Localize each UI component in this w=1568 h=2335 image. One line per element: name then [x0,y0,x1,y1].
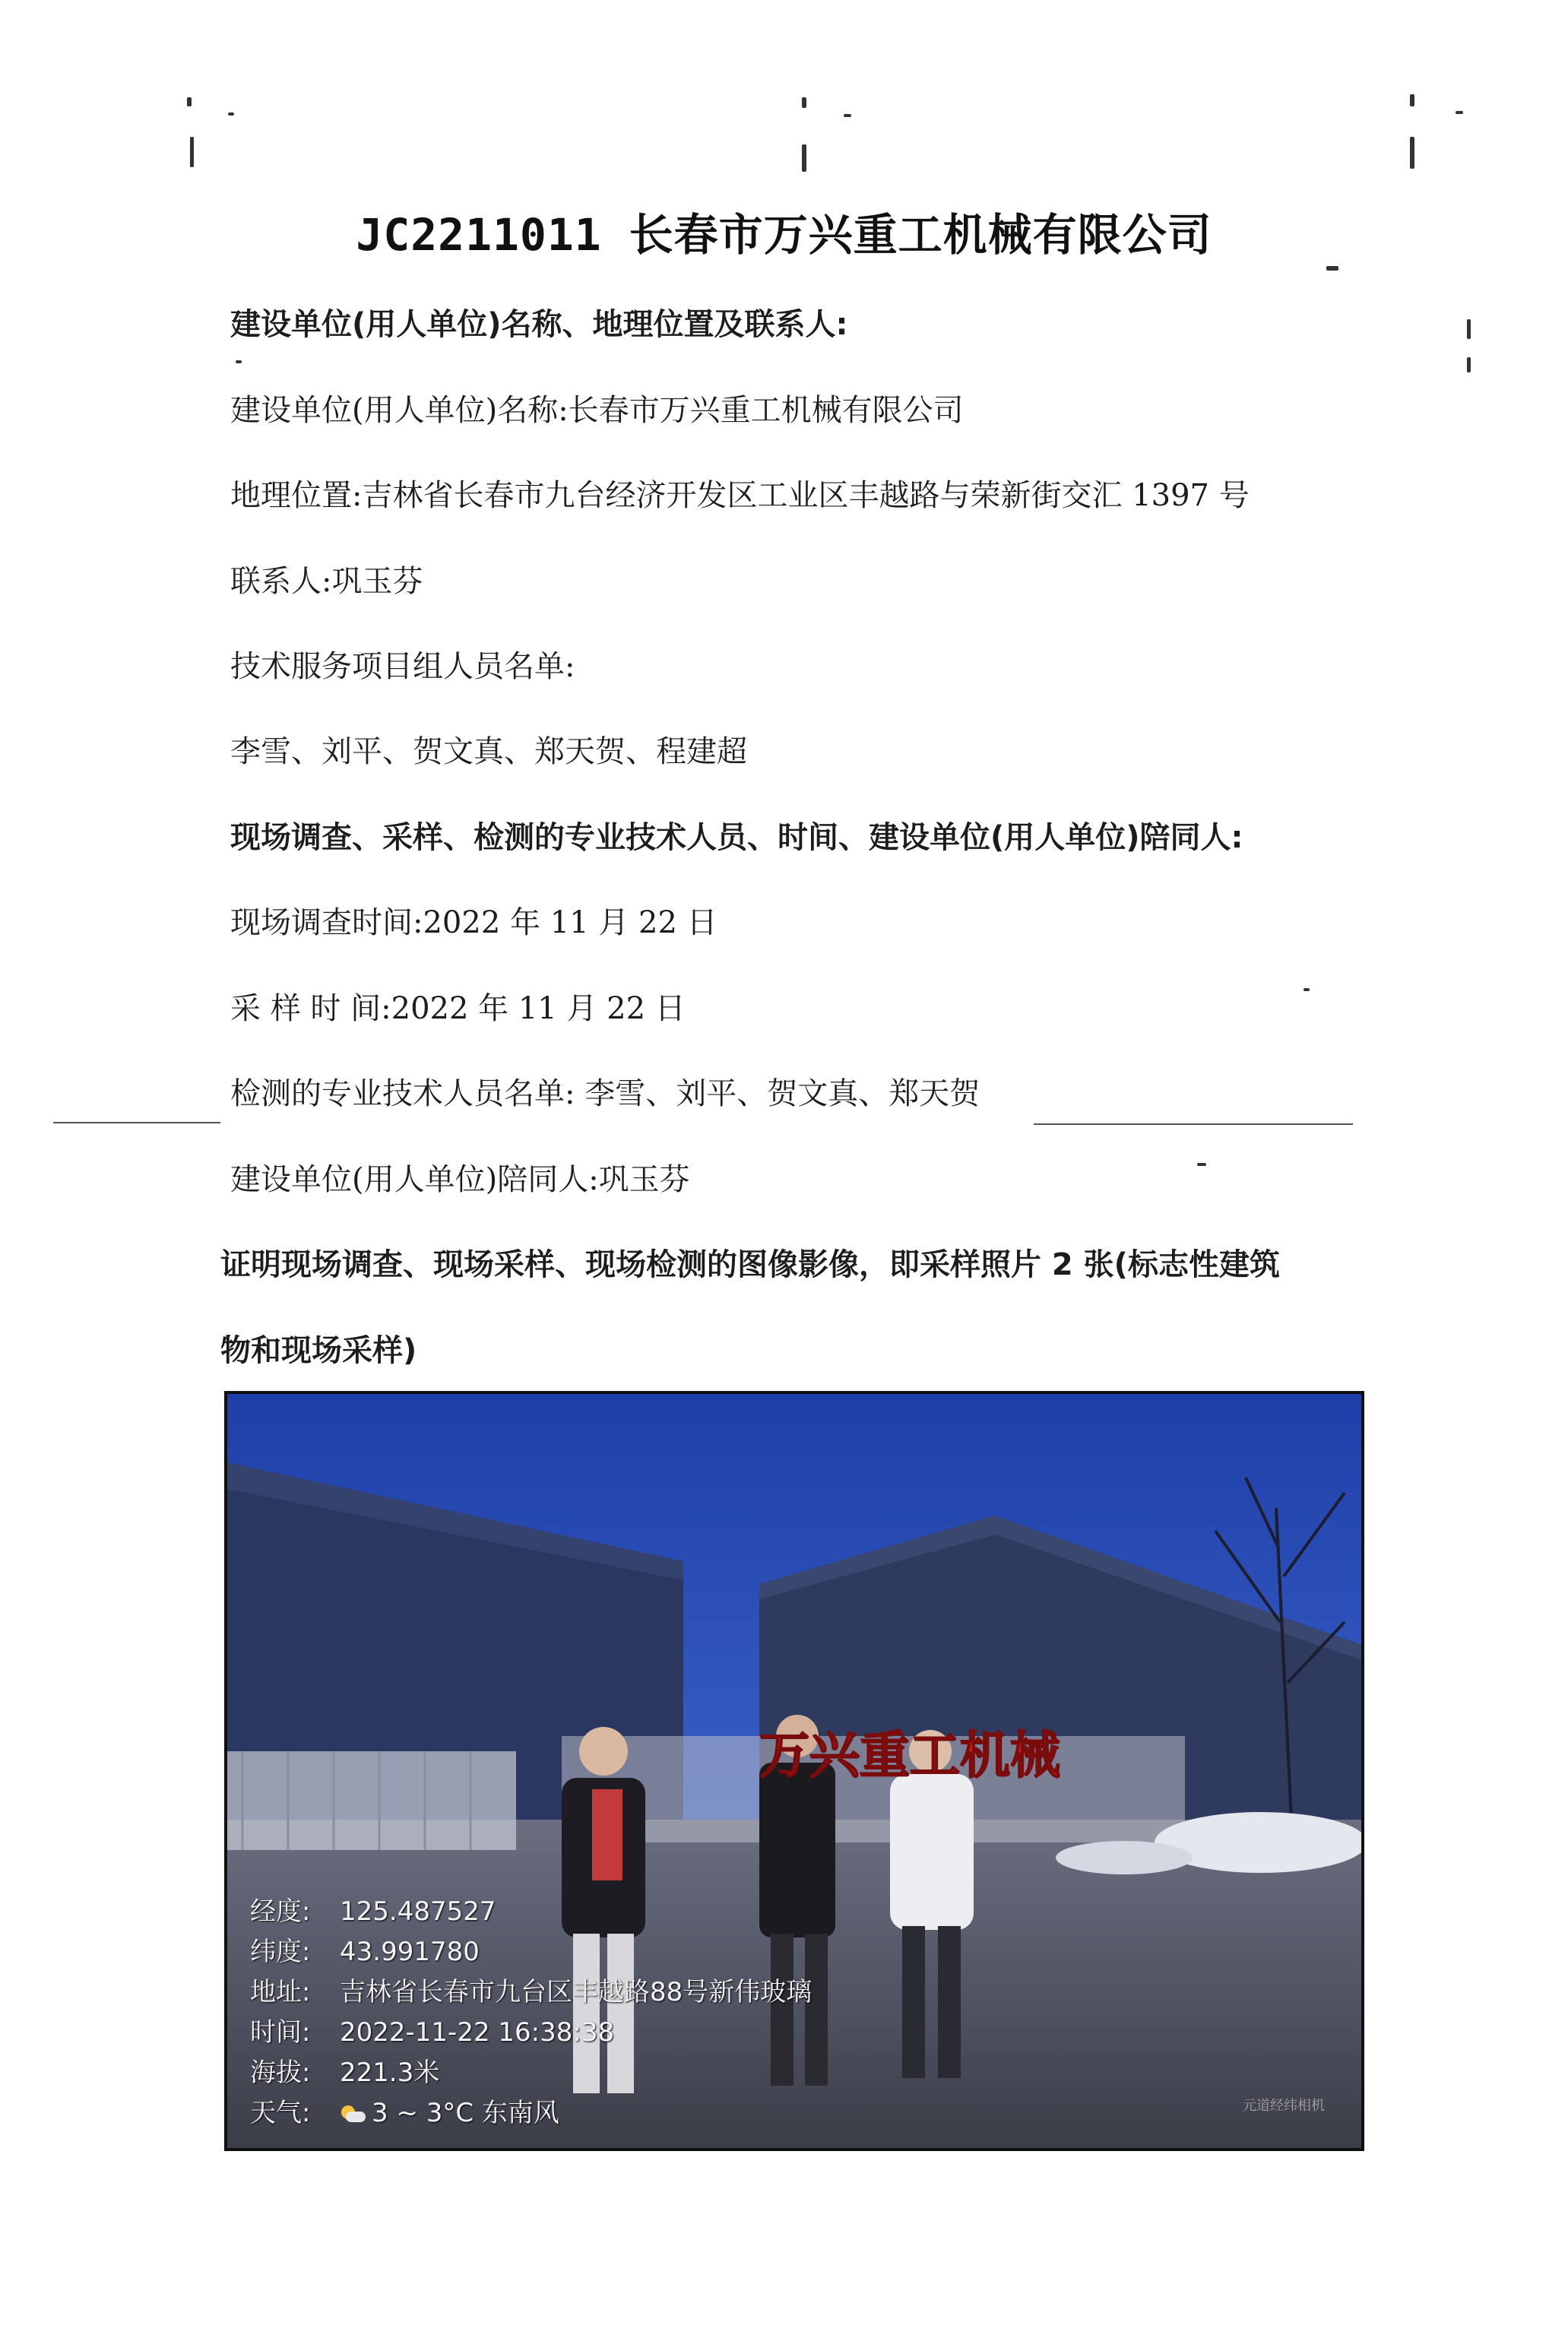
section3-heading-line1: 证明现场调查、现场采样、现场检测的图像影像，即采样照片 2 张(标志性建筑 [220,1247,1280,1282]
scan-speck [1197,1163,1206,1166]
scan-speck [1467,319,1471,339]
time-row [250,2013,812,2053]
sign-lettering: 万兴重工机械 [759,1726,1060,1785]
camera-watermark: 元道经纬相机 [1243,2098,1325,2114]
sun-cloud-icon [340,2105,367,2124]
address-value: 吉林省长春市九台区丰越路88号新伟玻璃 [340,1977,813,2007]
location: 地理位置:吉林省长春市九台经济开发区工业区丰越路与荣新街交汇 1397 号 [230,478,1250,513]
altitude-label: 海拔: [250,2058,311,2088]
team-members: 李雪、刘平、贺文真、郑天贺、程建超 [230,734,747,769]
unit-name: 建设单位(用人单位)名称:长春市万兴重工机械有限公司 [230,393,964,428]
scan-speck [802,97,806,108]
weather-label: 天气: [250,2098,311,2128]
companion: 建设单位(用人单位)陪同人:巩玉芬 [230,1162,690,1197]
scan-speck [1303,988,1310,991]
longitude-value: 125.487527 [340,1896,496,1927]
scan-speck [844,114,851,117]
address-row [250,1972,812,2013]
latitude-value: 43.991780 [340,1937,480,1967]
scan-speck [1456,111,1463,114]
photo-metadata-overlay [250,1892,812,2134]
scan-speck [187,97,192,106]
scan-speck [1326,266,1338,271]
scan-line [1034,1123,1353,1125]
longitude-row [250,1892,812,1932]
document-title: JC2211011 长春市万兴重工机械有限公司 [356,209,1212,261]
sampling-time: 采 样 时 间:2022 年 11 月 22 日 [230,991,686,1026]
altitude-value: 221.3米 [340,2058,440,2088]
section3-heading-line2: 物和现场采样) [220,1333,417,1368]
site-photo [224,1391,1364,2151]
time-value: 2022-11-22 16:38:38 [340,2017,615,2048]
scan-speck [1410,137,1414,169]
scan-speck [1410,94,1414,106]
weather-row [250,2093,812,2134]
contact-person: 联系人:巩玉芬 [230,564,423,599]
section1-heading: 建设单位(用人单位)名称、地理位置及联系人: [230,307,848,342]
weather-value: 3 ~ 3°C 东南风 [372,2098,559,2128]
scan-speck [1467,357,1471,372]
testers: 检测的专业技术人员名单: 李雪、刘平、贺文真、郑天贺 [230,1076,980,1111]
scan-line [53,1122,220,1123]
team-heading: 技术服务项目组人员名单: [230,649,575,684]
survey-time: 现场调查时间:2022 年 11 月 22 日 [230,905,717,940]
latitude-row [250,1932,812,1972]
longitude-label: 经度: [250,1896,311,1927]
time-label: 时间: [250,2017,311,2048]
latitude-label: 纬度: [250,1937,311,1967]
scan-speck [228,112,234,116]
address-label: 地址: [250,1977,311,2007]
scan-speck [236,360,242,363]
scan-speck [802,144,806,172]
section2-heading: 现场调查、采样、检测的专业技术人员、时间、建设单位(用人单位)陪同人: [230,820,1243,855]
altitude-row [250,2053,812,2093]
scan-speck [190,137,194,167]
